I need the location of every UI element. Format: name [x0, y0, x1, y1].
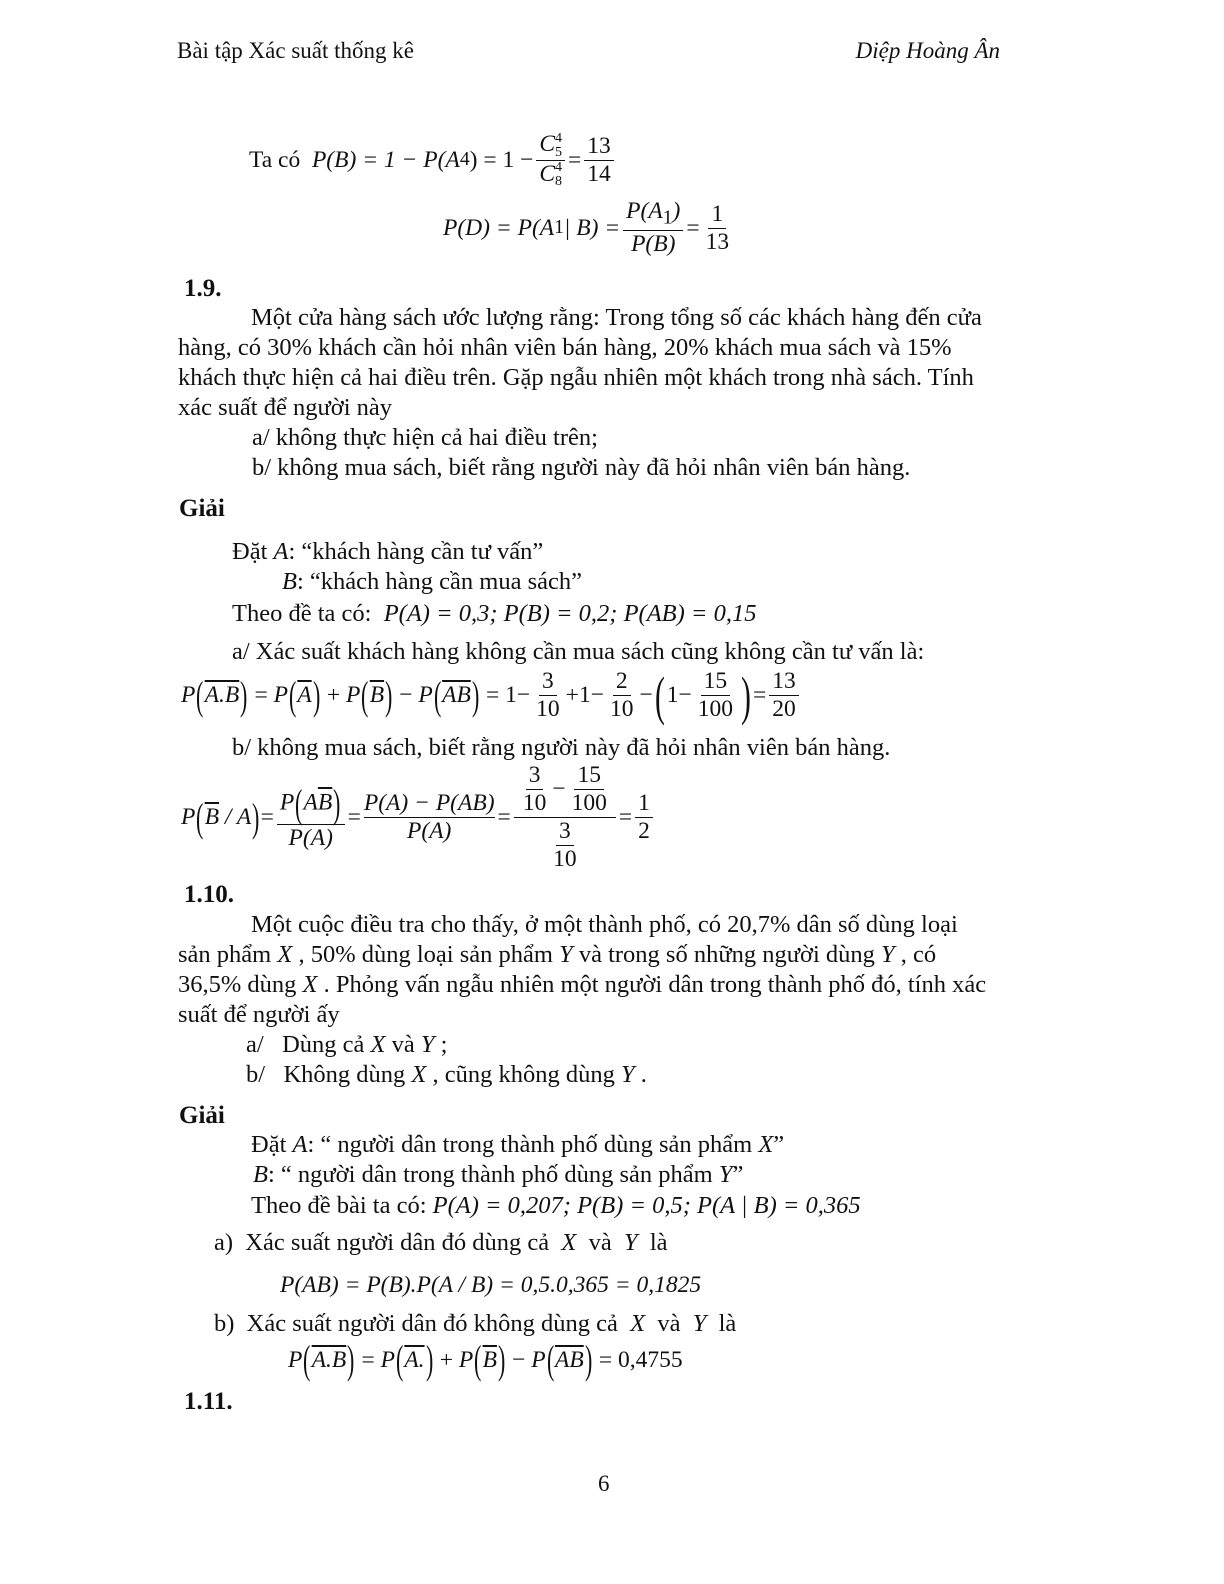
pb-sub: 4 — [459, 149, 470, 171]
pb-result-den: 14 — [587, 160, 611, 187]
t: X — [302, 971, 318, 998]
t: Y — [559, 941, 573, 968]
t: Y — [881, 941, 895, 968]
t: ” — [773, 1131, 785, 1158]
t: ; — [440, 1031, 448, 1058]
sym: − — [399, 682, 413, 709]
p19-part-a-text: a/ Xác suất khách hàng không cần mua sách cũng không cần tư vấn là: — [232, 638, 925, 665]
t: Y — [718, 1161, 733, 1188]
p19-line-3: khách thực hiện cả hai điều trên. Gặp ngẫu nhiên một khách trong nhà sách. Tính — [178, 364, 974, 391]
dat-label: Đặt — [232, 538, 268, 565]
t: $\overline{AB}$ — [554, 1346, 584, 1373]
pd-num: P(A — [626, 198, 663, 224]
pd-result-num: 1 — [708, 201, 726, 229]
t: , 50% dùng loại sản phẩm — [292, 941, 560, 968]
frac-den: P(A) — [288, 824, 333, 851]
sym: 1 — [505, 682, 517, 709]
p110-def-a — [251, 1131, 784, 1159]
t: , có — [894, 941, 937, 968]
pd-num-end: ) — [672, 198, 681, 224]
sym: $\overline{A}$ — [297, 682, 312, 709]
p19-question-b: b/ không mua sách, biết rằng người này đã hỏi nhân viên bán hàng. — [252, 454, 911, 481]
t: và — [588, 1229, 612, 1256]
sym: $\overline{B}$ — [369, 682, 385, 709]
p110-question-b — [246, 1061, 647, 1089]
pd-sub: 1 — [554, 217, 564, 239]
t: b) — [214, 1310, 235, 1337]
p110-part-b-text — [214, 1310, 736, 1338]
p19-def-b — [282, 568, 582, 596]
sym: + — [326, 682, 341, 709]
t: Xác suất người dân đó dùng cả — [245, 1229, 550, 1256]
t: P — [458, 1346, 474, 1373]
frac-num: P(A) − P(AB) — [364, 790, 495, 818]
pb-lhs: P(B) = 1 − P(A — [311, 146, 460, 173]
t: Dùng cả — [282, 1031, 365, 1058]
frac-num: 15 — [574, 762, 604, 790]
sym: = — [618, 804, 633, 831]
p110-part-b-formula: P ( $\overline{A}$ .B ) = P ( A. ) + P ( $\overline{B}$ ) − P ( $\overline{AB}$ ) = 0,4755 — [288, 1337, 683, 1382]
formula-pd — [443, 198, 735, 258]
sym: P — [181, 682, 196, 709]
page-number: 6 — [598, 1471, 610, 1496]
p19-part-a-formula: P ( $\overline{A}$ .B ) = P ( $\overline{A}$ ) + P ( $\overline{B}$ ) − P ( $\overline{AB}$ ) = 1 − $\frac{3}{10}$ + 1 − $\frac{2}{10}$ − ( 1 − $\frac{15}{100}$ ) = $\frac{13}{20}$ — [181, 668, 802, 723]
t: ” — [732, 1161, 744, 1188]
frac-15-100 — [695, 668, 736, 723]
t: Y — [620, 1061, 635, 1088]
exercise-heading-1-11: 1.11. — [184, 1388, 233, 1415]
c-num-sup: 4 — [555, 130, 563, 146]
sym: P — [279, 788, 295, 815]
t: .B — [326, 1346, 347, 1373]
frac-den: 10 — [522, 790, 547, 817]
sym: + — [565, 682, 579, 709]
t: P — [380, 1346, 395, 1373]
pb-result-num: 13 — [584, 133, 614, 161]
t: . — [640, 1061, 647, 1088]
c-den-sub: 8 — [555, 174, 563, 190]
sym: − — [590, 682, 604, 709]
sym: 1 — [666, 682, 679, 709]
sym: / A — [224, 804, 252, 831]
exercise-heading-1-9: 1.9. — [184, 275, 222, 302]
sym: − — [639, 682, 653, 709]
p110-question-a — [246, 1031, 447, 1059]
t: P — [531, 1346, 546, 1373]
t: 36,5% dùng — [178, 971, 303, 998]
p110-line-4: suất để người ấy — [178, 1001, 340, 1028]
frac-den: 2 — [638, 818, 650, 845]
frac-1-2 — [635, 790, 653, 845]
t: là — [649, 1229, 668, 1256]
pd-result-fraction — [703, 201, 733, 256]
sym: P — [181, 804, 196, 831]
frac-num: 1 — [635, 790, 653, 818]
t: là — [718, 1310, 737, 1337]
c-num-sub: 5 — [555, 144, 563, 160]
t: a) — [214, 1229, 234, 1256]
pb-result-fraction — [584, 133, 614, 188]
t: X — [758, 1131, 774, 1158]
pd-num-sub: 1 — [662, 207, 673, 229]
t: A. — [404, 1346, 425, 1373]
t: Theo đề bài ta có: — [251, 1192, 427, 1219]
p110-def-b — [253, 1161, 743, 1189]
t: Y — [692, 1310, 707, 1337]
pd-mid: | B) = — [563, 214, 621, 241]
given-formula: P(A) = 0,3; P(B) = 0,2; P(AB) = 0,15 — [383, 600, 757, 627]
p110-line-3 — [178, 971, 986, 999]
pd-fraction — [623, 198, 683, 258]
pb-mid: ) = 1 − — [469, 146, 534, 173]
p110-part-a-formula — [280, 1272, 701, 1299]
t: X — [370, 1031, 386, 1058]
given-label: Theo đề ta có: — [232, 600, 372, 627]
sym: P — [346, 682, 361, 709]
sym: $\overline{A}$ — [204, 682, 220, 709]
frac-den: 20 — [772, 696, 796, 723]
t: $\overline{A}$ — [311, 1346, 327, 1373]
pd-result-den: 13 — [705, 228, 730, 255]
p19-question-a: a/ không thực hiện cả hai điều trên; — [252, 424, 598, 451]
pb-eq: = — [568, 146, 582, 173]
frac-diff — [364, 790, 495, 845]
p19-solution-heading: Giải — [179, 495, 225, 522]
p19-line-2: hàng, có 30% khách cần hỏi nhân viên bán hàng, 20% khách mua sách và 15% — [178, 334, 952, 361]
t: + — [439, 1346, 454, 1373]
t: X — [411, 1061, 427, 1088]
header-left: Bài tập Xác suất thống kê — [177, 38, 414, 63]
t: b/ — [246, 1061, 266, 1088]
frac-den: 10 — [553, 846, 577, 873]
t: = — [361, 1346, 375, 1373]
sym: P — [418, 682, 433, 709]
t: a/ — [246, 1031, 264, 1058]
t: = 0,4755 — [598, 1346, 683, 1373]
sym: = — [347, 804, 361, 831]
frac-3-10 — [533, 668, 563, 723]
def-b-desc: : “khách hàng cần mua sách” — [296, 568, 582, 595]
frac-den: 100 — [571, 790, 607, 817]
sym: 1 — [578, 682, 591, 709]
sym: $\overline{B}$ — [204, 804, 220, 831]
p19-line-4: xác suất để người này — [178, 394, 393, 421]
frac-pab-pa: $\frac{P(A\overline{B})}{P(A)}$ — [277, 784, 345, 852]
t: Xác suất người dân đó không dùng cả — [246, 1310, 618, 1337]
header-right: Diệp Hoàng Ân — [855, 38, 1000, 63]
formula-pb — [249, 131, 617, 189]
p110-given — [251, 1192, 861, 1220]
t: P(A) = 0,207; P(B) = 0,5; P(A | B) = 0,365 — [432, 1192, 861, 1219]
t: : “ người dân trong thành phố dùng sản phẩm — [307, 1131, 759, 1158]
p19-line-1: Một cửa hàng sách ước lượng rằng: Trong tổng số các khách hàng đến cửa — [251, 304, 982, 331]
sym: − — [516, 682, 531, 709]
t: B — [253, 1161, 268, 1188]
sym: $\overline{AB}$ — [442, 682, 471, 709]
t: Đặt — [251, 1131, 287, 1158]
frac-13-20 — [769, 668, 799, 723]
frac-den: P(A) — [407, 818, 452, 845]
frac-num: 3 — [526, 762, 544, 790]
t: X — [630, 1310, 646, 1337]
frac-num: 3 — [539, 668, 557, 696]
sym: $\overline{B}$ — [317, 788, 333, 815]
p110-part-a-text — [214, 1229, 668, 1257]
p110-line-1: Một cuộc điều tra cho thấy, ở một thành phố, có 20,7% dân số dùng loại — [251, 911, 958, 938]
sym: − — [678, 682, 692, 709]
t: X — [561, 1229, 577, 1256]
t: và — [391, 1031, 415, 1058]
frac-den: 10 — [536, 696, 560, 723]
t: $\overline{B}$ — [482, 1346, 497, 1373]
pd-eq: = — [686, 214, 700, 241]
t: P(AB) = P(B).P(A / B) = 0,5.0,365 = 0,1825 — [280, 1272, 702, 1298]
var-a: A — [273, 538, 289, 565]
frac-compound: $\frac{3}{10}$ − $\frac{15}{100}$ $\frac{3}{10}$ — [514, 762, 616, 873]
ta-co-label: Ta có — [249, 146, 301, 173]
c-num: C — [539, 131, 556, 157]
t: Không dùng — [283, 1061, 406, 1088]
def-a-desc: : “khách hàng cần tư vấn” — [288, 538, 544, 565]
frac-2-10 — [607, 668, 637, 723]
sym: = — [260, 804, 274, 831]
frac-den: 10 — [609, 696, 634, 723]
pd-lhs: P(D) = P(A — [443, 214, 555, 241]
t: X — [277, 941, 293, 968]
t: P — [288, 1346, 303, 1373]
sym: = — [486, 682, 500, 709]
var-b: B — [282, 568, 297, 595]
p19-def-a — [232, 538, 543, 566]
t: Y — [623, 1229, 638, 1256]
t: và — [657, 1310, 681, 1337]
t: Y — [420, 1031, 435, 1058]
sym: = — [497, 804, 511, 831]
p110-line-2 — [178, 941, 936, 969]
frac-den: 100 — [697, 696, 733, 723]
frac-num: 2 — [613, 668, 631, 696]
t: và trong số những người dùng — [572, 941, 882, 968]
sym: = — [752, 682, 767, 709]
p19-given — [232, 600, 756, 628]
frac-num: 3 — [556, 818, 574, 846]
sym: .B — [219, 682, 240, 709]
p19-part-b-formula: P ( $\overline{B}$ / A ) = $\frac{P(A\overline{B})}{P(A)}$ = $\frac{P(A) - P(AB)}{P(A)}$ = $\frac{3}{10}$ − $\frac{15}{100}$ $\frac{3}{10}$ = $\frac{1}{2}$ — [181, 762, 656, 873]
t: : “ người dân trong thành phố dùng sản phẩm — [267, 1161, 719, 1188]
t: − — [512, 1346, 526, 1373]
t: sản phẩm — [178, 941, 278, 968]
p19-part-b-text: b/ không mua sách, biết rằng người này đã hỏi nhân viên bán hàng. — [232, 734, 891, 761]
c-den: C — [539, 160, 556, 187]
t: . Phỏng vấn ngẫu nhiên một người dân trong thành phố đó, tính xác — [317, 971, 987, 998]
t: , cũng không dùng — [432, 1061, 615, 1088]
pd-den: P(B) — [631, 231, 676, 258]
exercise-heading-1-10: 1.10. — [184, 881, 234, 908]
sym: A — [303, 788, 318, 815]
frac-num: 13 — [769, 668, 799, 696]
p110-solution-heading: Giải — [179, 1102, 225, 1129]
sym: = — [254, 682, 268, 709]
t: A — [292, 1131, 308, 1158]
c-fraction — [536, 131, 565, 189]
frac-num: 15 — [701, 668, 731, 696]
c-den-sup: 4 — [555, 160, 563, 176]
sym: P — [273, 682, 288, 709]
